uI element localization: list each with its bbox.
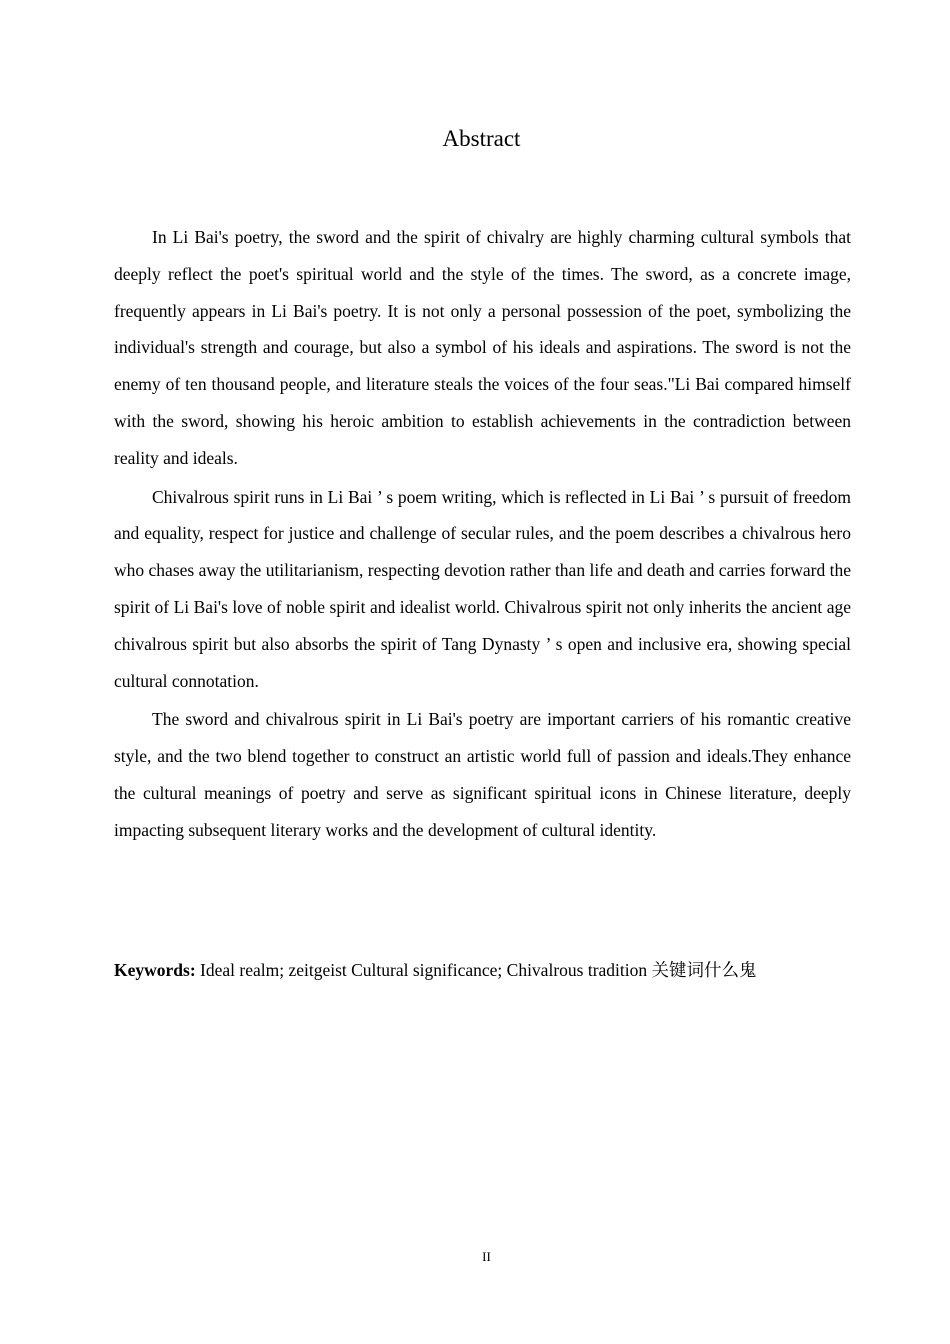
- page-number: II: [482, 1249, 491, 1264]
- abstract-paragraph-3: The sword and chivalrous spirit in Li Bai's poetry are important carriers of his romantic creative style, and the two blend together to construct an artistic world full of passion and ideals.They enhance the cultural meanings of poetry and serve as significant spiritual icons in Chinese literature, deeply impacting subsequent literary works and the development of cultural identity.: [114, 709, 851, 840]
- page-title: Abstract: [442, 126, 521, 151]
- abstract-paragraph-2: Chivalrous spirit runs in Li Bai ’ s poem writing, which is reflected in Li Bai ’ s pursuit of freedom and equality, respect for justice and challenge of secular rules, and the poem describes a chivalrous hero who chases away the utilitarianism, respecting devotion rather than life and death and carries forward the spirit of Li Bai's love of noble spirit and idealist world. Chivalrous spirit not only inherits the ancient age chivalrous spirit but also absorbs the spirit of Tang Dynasty ’ s open and inclusive era, showing special cultural connotation.: [114, 486, 851, 691]
- abstract-body: [114, 219, 851, 849]
- keywords-text: Ideal realm; zeitgeist Cultural significance; Chivalrous tradition 关键词什么鬼: [200, 960, 757, 980]
- abstract-paragraph-1: In Li Bai's poetry, the sword and the spirit of chivalry are highly charming cultural symbols that deeply reflect the poet's spiritual world and the style of the times. The sword, as a concrete image, frequently appears in Li Bai's poetry. It is not only a personal possession of the poet, symbolizing the individual's strength and courage, but also a symbol of his ideals and aspirations. The sword is not the enemy of ten thousand people, and literature steals the voices of the four seas."Li Bai compared himself with the sword, showing his heroic ambition to establish achievements in the contradiction between reality and ideals.: [114, 227, 851, 468]
- keywords-label: Keywords:: [114, 960, 196, 980]
- keywords-line: [114, 957, 851, 983]
